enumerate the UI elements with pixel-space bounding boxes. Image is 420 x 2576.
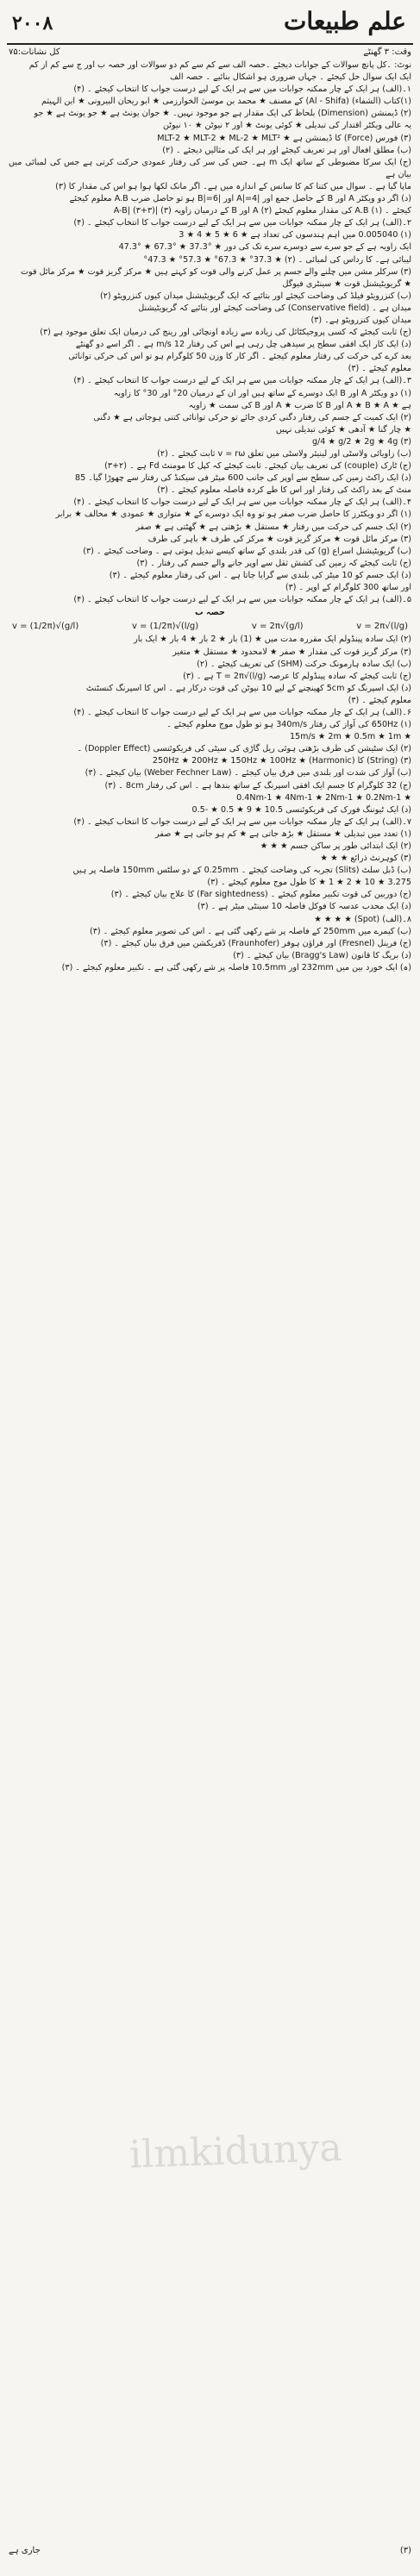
text-line: ★ گریویٹیشنل قوت ★ سینٹری فیوگل (282, 278, 411, 289)
text-line: (۲) ڈیمنشن (Dimension) بلحاظ کی ایک مقدار ہے جو موجود نہیں۔ ★ جوان یونٹ ہے ★ جو یونٹ ہے ★ جو (34, 109, 411, 119)
text-line: (۱) 650Hz کی آواز کی رفتار 340m/s ہو تو طول موج معلوم کیجئے ۔ (166, 720, 411, 730)
page-title: علم طبیعات (284, 7, 406, 35)
text-line: (ہ) ایک خورد بین میں 232mm اور 10.5mm فاصلہ پر شے رکھی گئی ہے ۔ تکبیر معلوم کیجئے ۔ (۳) (61, 962, 411, 972)
text-line: (۳) (String) کا (Harmonic) ★ 250Hz ★ 200Hz ★ 150Hz ★ 100Hz (152, 756, 411, 766)
text-line: (۲) ایک جسم کی حرکت میں رفتار ★ مستقل ★ بڑھتی ہے ★ گھٹتی ہے ★ صفر (135, 522, 411, 532)
text-line: ★ چار گنا ★ آدھی ★ کوئی تبدیلی نہیں (275, 424, 411, 435)
text-line: (۲) ایک سادہ پینڈولم ایک مقررہ مدت میں ★ (1) بار ★ 2 بار ★ 4 بار ★ ایک بار (134, 635, 411, 645)
text-line: (۳) مرکز گریز قوت کی مقدار ★ صفر ★ لامحدود ★ مستقل ★ متغیر (172, 647, 411, 657)
text-line: (ب) کیمرے میں 250mm کے فاصلہ پر شے رکھی گئی ہے ۔ اس کی تصویر معلوم کیجئے ۔ (۳) (89, 926, 411, 936)
text-line: ۸۔(الف) (Spot) ★ ★ ★ ★ (314, 914, 411, 924)
text-line: معلوم کیجئے ۔ (۳) (348, 364, 411, 374)
text-line: (ب) زاویائی ولاسٹی اور لینیئر ولاسٹی میں تعلق v = rω ثابت کیجئے ۔ (۲) (157, 449, 411, 459)
text-line: ★ 0.4Nm-1 ★ 4Nm-1 ★ 2Nm-1 ★ 0.2Nm-1 (236, 792, 411, 803)
text-line: (۲) ایک سٹیشن کی طرف بڑھتی ہوئی ریل گاڑی کی سیٹی کی فریکوئنسی (Doppler Effect) ۔ (77, 744, 411, 754)
text-line: (ب) آواز کی شدت اور بلندی میں فرق بیان کیجئے ۔ (Weber Fechner Law) بیان کیجئے ۔ (۳) (85, 768, 411, 778)
text-line: معلوم کیجئے ۔ (۳) (348, 695, 411, 705)
text-line: (د) ایک ٹیوننگ فورک کی فریکوئنسی 10.5 ★ 9 ★ 0.5 ★ -0.5 (191, 804, 411, 815)
text-line: (ب) مطلق افعال اور ہر تعریف کیجئے اور ہر ایک کی مثالیں دیجئے ۔ (۲) (162, 145, 411, 155)
text-line: یہ عالی ویکٹر اقتدار کی تبدیلی ★ کوئی یونٹ ★ اور ۲ نیوٹن ★ ۱۰ نیوٹن (163, 121, 411, 131)
continue-note: جاری ہے (9, 2546, 41, 2555)
text-line: (ج) 32 کلوگرام کا جسم ایک افقی اسپرنگ کے ساتھ بندھا ہے ۔ اس کی رفتار 8cm ۔ (۳) (104, 780, 411, 791)
text-line: میدان ہے ۔ (Conservative field) کی وضاحت کیجئے اور بتائیے کہ گریویٹیشنل (138, 303, 411, 313)
page-header (7, 5, 413, 45)
text-line: ۵۔(الف) ہر ایک کے چار ممکنہ جوابات میں سے ہر ایک کے لیے درست جواب کا انتخاب کیجئے ۔ (۴) (73, 595, 411, 605)
text-line: ۷۔(الف) ہر ایک کے چار ممکنہ جوابات میں سے ہر ایک کے لیے درست جواب کا انتخاب کیجئے ۔ (۴) (73, 816, 411, 827)
text-line: کیجئے ۔ (۱) A.B کی مقدار معلوم کیجئے (۲) A اور B کے درمیان زاویہ (۳) |A-B| (۳+۳) (113, 206, 411, 216)
text-line: نوٹ: ۔کل پانچ سوالات کے جوابات دیجئے ۔حصہ الف سے کم سے کم دو سوالات اور حصہ ب اور ج سے کم از کم (28, 60, 411, 70)
text-line: (ب) ایک سادہ ہارمونک حرکت (SHM) کی تعریف کیجئے ۔ (۲) (197, 659, 411, 669)
question-block-b (7, 634, 413, 974)
text-line: (ب) ڈبل سلٹ (Slits) تجربہ کی وضاحت کیجئے ۔ 0.25mm کے دو سلٹس 150mm فاصلہ پر ہیں (72, 866, 411, 876)
text-line: (ج) ثابت کیجئے کہ کسی پروجیکٹائل کی زیادہ سے زیادہ اونچائی اور رینج کی درمیان ایک تعلق موجود ہے (۳) (40, 328, 411, 338)
text-line: (۳) کوہرنٹ ذرائع ★ ★ ★ (320, 853, 411, 864)
question-block-a (7, 59, 413, 606)
text-line: (۳) مرکز مائل قوت ★ مرکز گریز قوت ★ مرکز کی طرف ★ باہر کی طرف (147, 534, 411, 544)
exam-year: ۲۰۰۸ (12, 12, 53, 34)
text-line: اور ساتھ 300 کلوگرام کے اوپر ۔ (۳) (285, 583, 411, 593)
text-line: لیبائی ہے۔ کا رداس کی لمبائی ۔ (۲) ★ 37.3° ★ 67.3° ★ 57.3° ★ 47.3° (143, 254, 411, 265)
text-line: (۱) تعدد میں تبدیلی ★ مستقل ★ بڑھ جاتی ہے ★ کم ہو جاتی ہے ★ صفر (155, 828, 411, 839)
text-line: (ج) ایک سرکا مضبوطی کے ساتھ ایک m ہے۔ جس کی سر کی رفتار عمودی حرکت کرتی ہے جس کی لمبائی میں بیان ہے (9, 157, 411, 179)
text-line: (ب) کنزرویٹو فیلڈ کی وضاحت کیجئے اور بتائیے کہ ایک گریویٹیشنل میدان کیوں کنزرویٹو (۲) (99, 291, 411, 301)
text-line: 3.275 ★ 10 ★ 2 ★ 1 ★ کا طول موج معلوم کیجئے ۔ (۳) (207, 878, 411, 888)
text-line: (۱)کتاب (الشفاء) (Al - Shifa) کے مصنف ★ محمد بن موسیٰ الخوارزمی ★ ابو ریحان البیرونی ★ ابن الہیثم (41, 97, 411, 107)
text-line: (ج) دوربین کی قوت تکبیر معلوم کیجئے ۔ (Far sightedness) کا علاج بیان کیجئے ۔ (۳) (110, 890, 411, 900)
formula-option: v = 2π√(l/g) (356, 622, 408, 632)
text-line: (ب) گریویٹیشنل اسراع (g) کی قدر بلندی کے ساتھ کیسے تبدیل ہوتی ہے ۔ وضاحت کیجئے ۔ (۳) (83, 546, 411, 556)
text-line: (۳) سرکلر مشن میں چلنے والے جسم پر عمل کرنے والی قوت کو کہتے ہیں ★ مرکز گریز قوت ★ مرکز مائل قوت (20, 266, 411, 277)
text-line: ۴۔(الف) ہر ایک کے چار ممکنہ جوابات میں سے ہر ایک کے لیے درست جواب کا انتخاب کیجئے ۔ (۴) (73, 497, 411, 508)
text-line: ۳۔(الف) ہر ایک کے چار ممکنہ جوابات میں سے ہر ایک کے لیے درست جواب کا انتخاب کیجئے ۔ (۴) (73, 376, 411, 386)
formula-option: v = (1/2π)√(g/l) (12, 622, 79, 632)
text-line: ۱۔(الف) ہر ایک کے چار ممکنہ جوابات میں سے ہر ایک کے لیے درست جواب کا انتخاب کیجئے ۔ (۴) (73, 84, 411, 95)
formula-options (7, 620, 413, 634)
text-line: (ج) ٹارک (couple) کی تعریف بیان کیجئے۔ ثابت کیجئے کہ کپل کا مومنٹ Fd ہے ۔ (۲+۳) (104, 461, 411, 472)
text-line: (۱) 0.005040 میں اہم ہندسوں کی تعداد ہے ★ 6 ★ 5 ★ 4 ★ 3 (179, 230, 411, 241)
text-line: ہے ★ A ★ B ★ A اور B کا ضرب ★ A اور B کی سمت ★ زاویہ (188, 400, 411, 410)
exam-time: وقت: ۳ گھنٹے (363, 47, 411, 57)
text-line: (۳) فورس (Force) کا ڈیمنشن ہے ★ MLT-2 ★ MLT-2 ★ ML-2 ★ MLT² (157, 133, 411, 143)
section-b-title: حصہ ب (195, 608, 225, 618)
text-line: (د) ایک جسم کو 10 میٹر کی بلندی سے گرایا جاتا ہے ۔ اس کی رفتار معلوم کیجئے ۔ (۳) (109, 570, 411, 580)
text-line: (۲) ایک کمیت کے جسم کی رفتار دگنی کردی جائے تو حرکی توانائی کتنی ہوجاتی ہے ★ دگنی (93, 412, 411, 422)
text-line: ایک زاویہ ہے کے جو سرے سے دوسرے سرے تک کی دور ★ °37.3 ★ °67.3 ★ °47.3 (118, 242, 411, 253)
text-line: ★ 15m/s ★ 2m ★ 0.5m ★ 1m (289, 732, 411, 742)
text-line: (د) ایک راکٹ زمین کی سطح سے اوپر کی جانب 600 میٹر فی سیکنڈ کی رفتار سے چھوڑا گیا۔ 85 (75, 473, 411, 484)
watermark: ilmkidunya (129, 2125, 343, 2178)
formula-option: v = 2π√(g/l) (251, 622, 304, 632)
text-line: ایک ایک سوال حل کیجئے ۔ جہاں ضروری ہو اشکال بنائیے ۔ حصہ الف (169, 72, 411, 83)
text-line: (د) بریگ کا قانون (Bragg's Law) بیان کیجئے ۔ (۳) (233, 950, 411, 960)
text-line: ماپا گیا ہے ۔ سوال میں کتنا کم کا سانس کے اندازہ میں ہے۔ اگر مانک لکھا ہوا ہو اس کی مقدار کا (۳) (55, 181, 411, 191)
text-line: ۲۔(الف) ہر ایک کے چار ممکنہ جوابات میں سے ہر ایک کے لیے درست جواب کا انتخاب کیجئے ۔ (۴) (73, 218, 411, 228)
text-line: (۱) اگر دو ویکٹرز کا حاصل ضرب صفر ہو تو وہ ایک دوسرے کے ★ متوازی ★ عمودی ★ مخالف ★ برابر (55, 510, 411, 520)
text-line: (د) ایک محدب عدسہ کا فوکل فاصلہ 10 سینٹی میٹر ہے ۔ (۳) (197, 902, 411, 912)
text-line: بعد کرے کی حرکت کی رفتار معلوم کیجئے ۔ اگر کار کا وزن 50 کلوگرام ہو تو اس کی حرکی توانائی (68, 352, 411, 362)
text-line: (د) ایک کار ایک افقی سطح پر سیدھی چل رہی ہے اس کی رفتار 12 m/s ہے ۔ اگر اسے دو گھنٹے (75, 340, 411, 350)
exam-content (7, 59, 413, 974)
footer-note: (۳) (399, 2546, 411, 2555)
text-line: میدان کیوں کنزرویٹو ہے۔ (۳) (310, 315, 411, 325)
formula-option: v = (1/2π)√(l/g) (131, 622, 199, 632)
text-line: ۶۔(الف) ہر ایک کے چار ممکنہ جوابات میں سے ہر ایک کے لیے درست جواب کا انتخاب کیجئے ۔ (۴) (73, 707, 411, 717)
text-line: (ج) ثابت کیجئے کہ زمین کی کشش ثقل سے اوپر جانے والے جسم کی رفتار ۔ (۳) (136, 558, 411, 568)
page-footer (9, 2546, 411, 2555)
text-line: منٹ کے بعد راکٹ کی رفتار اور اس کا طے کردہ فاصلہ معلوم کیجئے ۔ (۳) (157, 485, 411, 496)
text-line: (۳) g/4 ★ g/2 ★ 2g ★ 4g (311, 436, 411, 447)
text-line: (۱) دو ویکٹر A اور B ایک دوسرے کے ساتھ ہیں اور ان کے درمیان 20° اور 30° کا زاویہ (113, 388, 411, 398)
exam-meta (9, 47, 411, 57)
text-line: (د) اگر دو ویکٹر A اور B کے حاصل جمع اور |A|=4 اور |B|=6 ہو تو حاصل ضرب A.B معلوم کیجئے (69, 194, 411, 204)
text-line: (ج) ثابت کیجئے کہ سادہ پینڈولم کا عرصہ T = 2π√(l/g) ہے ۔ (۳) (183, 671, 411, 681)
exam-marks: کل نشانات:۷۵ (9, 47, 60, 57)
text-line: (د) ایک اسپرنگ کو 5cm کھینچنے کے لیے 10 نیوٹن کی قوت درکار ہے ۔ اس کا اسپرنگ کنسٹنٹ (85, 683, 411, 693)
text-line: (ج) فرینل (Fresnel) اور فراؤن ہوفر (Fraunhofer) ڈفریکشن میں فرق بیان کیجئے ۔ (۳) (100, 938, 411, 948)
text-line: (۲) ایک ابتدائی طور پر ساکن جسم ★ ★ ★ (260, 841, 411, 851)
